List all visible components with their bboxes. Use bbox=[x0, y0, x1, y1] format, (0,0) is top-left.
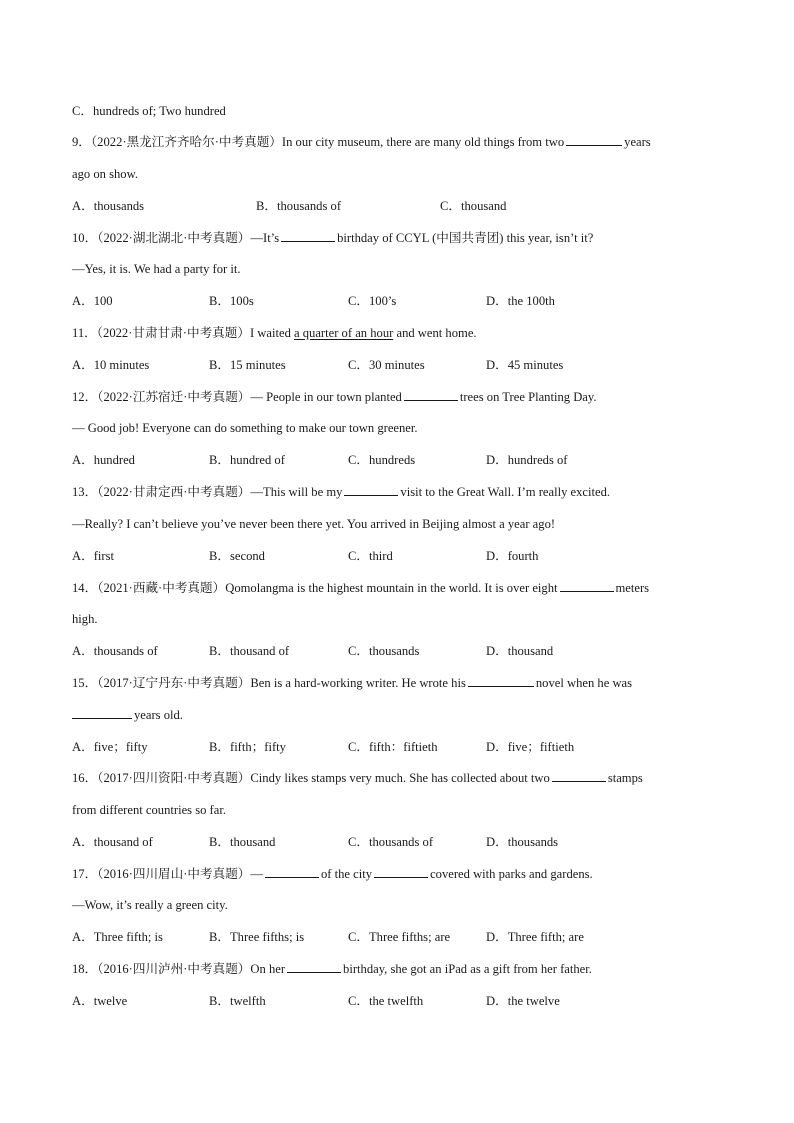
question-text: visit to the Great Wall. I’m really excited. bbox=[400, 485, 611, 499]
option-c: C．thousand bbox=[440, 199, 507, 213]
question-10 bbox=[72, 228, 593, 248]
option-c: C．30 minutes bbox=[348, 358, 425, 372]
option-d: D．45 minutes bbox=[486, 358, 564, 372]
question-number: 11． bbox=[72, 326, 97, 340]
question-text: —Yes, it is. We had a party for it. bbox=[72, 262, 241, 276]
question-text: and went home. bbox=[393, 326, 477, 340]
option-b: B．Three fifths; is bbox=[209, 930, 305, 944]
option-c: C．thousands bbox=[348, 644, 420, 658]
question-13 bbox=[72, 482, 610, 502]
question-text: I waited bbox=[249, 326, 295, 340]
question-source: （2016·四川眉山·中考真题） bbox=[97, 867, 251, 881]
question-12-line2 bbox=[72, 418, 418, 438]
option-b: B．100s bbox=[209, 294, 254, 308]
question-text: stamps bbox=[607, 771, 643, 785]
question-9-line2 bbox=[72, 164, 138, 184]
question-source: （2016·四川泸州·中考真题） bbox=[97, 962, 251, 976]
question-text: —This will be my bbox=[250, 485, 343, 499]
question-number: 18． bbox=[72, 962, 98, 976]
option-a: A．Three fifth; is bbox=[72, 930, 163, 944]
question-text: On her bbox=[250, 962, 286, 976]
question-source: （2022·黑龙江齐齐哈尔·中考真题） bbox=[90, 135, 282, 149]
option-a: A．100 bbox=[72, 294, 113, 308]
option-a: A．thousands of bbox=[72, 644, 158, 658]
question-source: （2022·甘肃甘肃·中考真题） bbox=[96, 326, 250, 340]
answer-blank bbox=[566, 132, 622, 146]
question-number: 10． bbox=[72, 231, 98, 245]
option-c: C．third bbox=[348, 549, 393, 563]
question-source: （2022·江苏宿迁·中考真题） bbox=[97, 390, 251, 404]
answer-blank bbox=[265, 864, 319, 878]
question-16-line2 bbox=[72, 800, 226, 820]
question-text: covered with parks and gardens. bbox=[430, 867, 593, 881]
question-14-line2 bbox=[72, 609, 98, 629]
question-text: years old. bbox=[134, 708, 183, 722]
option-b: B．thousands of bbox=[256, 199, 342, 213]
question-source: （2022·甘肃定西·中考真题） bbox=[97, 485, 251, 499]
question-text: trees on Tree Planting Day. bbox=[459, 390, 597, 404]
option-d: D．Three fifth; are bbox=[486, 930, 584, 944]
option-line-q8 bbox=[72, 101, 226, 121]
question-14 bbox=[72, 578, 649, 598]
option-d: D．thousands bbox=[486, 835, 559, 849]
question-number: 15． bbox=[72, 676, 98, 690]
question-source: （2017·辽宁丹东·中考真题） bbox=[97, 676, 251, 690]
question-16 bbox=[72, 768, 643, 788]
question-11 bbox=[72, 323, 477, 343]
option-c: C．the twelfth bbox=[348, 994, 424, 1008]
question-source: （2017·四川资阳·中考真题） bbox=[97, 771, 251, 785]
option-b: B．second bbox=[209, 549, 265, 563]
question-text: from different countries so far. bbox=[72, 803, 226, 817]
question-9 bbox=[72, 132, 651, 152]
option-a: A．10 minutes bbox=[72, 358, 150, 372]
question-number: 13． bbox=[72, 485, 98, 499]
option-b: B．hundred of bbox=[209, 453, 285, 467]
question-18 bbox=[72, 959, 592, 979]
option-d: D．the twelve bbox=[486, 994, 560, 1008]
answer-blank bbox=[404, 387, 458, 401]
question-10-line2 bbox=[72, 259, 241, 279]
question-number: 17． bbox=[72, 867, 98, 881]
option-c: C．hundreds bbox=[348, 453, 416, 467]
question-text: of the city bbox=[321, 867, 373, 881]
option-d: D．thousand bbox=[486, 644, 554, 658]
option-d: D．fourth bbox=[486, 549, 539, 563]
option-a: A．twelve bbox=[72, 994, 128, 1008]
option-a: A．thousand of bbox=[72, 835, 153, 849]
question-number: 12． bbox=[72, 390, 98, 404]
question-number: 14． bbox=[72, 581, 98, 595]
option-c: C．fifth：fiftieth bbox=[348, 740, 438, 754]
question-text: meters bbox=[615, 581, 650, 595]
question-text: — People in our town planted bbox=[250, 390, 402, 404]
question-source: （2021·西藏·中考真题） bbox=[97, 581, 226, 595]
question-text: — bbox=[250, 867, 263, 881]
answer-blank bbox=[552, 768, 606, 782]
option-b: B．15 minutes bbox=[209, 358, 286, 372]
answer-blank bbox=[287, 959, 341, 973]
answer-blank bbox=[344, 482, 398, 496]
option-b: B．thousand of bbox=[209, 644, 290, 658]
option-a: A．hundred bbox=[72, 453, 135, 467]
question-text: Qomolangma is the highest mountain in the world. It is over eight bbox=[225, 581, 558, 595]
answer-blank bbox=[72, 705, 132, 719]
question-text: Cindy likes stamps very much. She has collected about two bbox=[250, 771, 550, 785]
question-text: novel when he was bbox=[535, 676, 633, 690]
question-17-line2 bbox=[72, 895, 228, 915]
question-number: 16． bbox=[72, 771, 98, 785]
option-c: C．100’s bbox=[348, 294, 397, 308]
question-13-line2 bbox=[72, 514, 555, 534]
answer-blank bbox=[281, 228, 335, 242]
question-text: birthday of CCYL (中国共青团) this year, isn’t it? bbox=[337, 231, 594, 245]
option-c: C．Three fifths; are bbox=[348, 930, 451, 944]
underlined-phrase: a quarter of an hour bbox=[294, 326, 394, 340]
option-b: B．fifth；fifty bbox=[209, 740, 286, 754]
option-b: B．thousand bbox=[209, 835, 276, 849]
answer-blank bbox=[468, 673, 534, 687]
option-b: B．twelfth bbox=[209, 994, 266, 1008]
question-17 bbox=[72, 864, 593, 884]
question-15-line2 bbox=[72, 705, 183, 725]
question-text: birthday, she got an iPad as a gift from her father. bbox=[343, 962, 592, 976]
option-a: A．first bbox=[72, 549, 114, 563]
question-number: 9． bbox=[72, 135, 91, 149]
option-d: D．hundreds of bbox=[486, 453, 568, 467]
option-c: C．hundreds of; Two hundred bbox=[72, 104, 226, 118]
answer-blank bbox=[560, 578, 614, 592]
question-text: high. bbox=[72, 612, 98, 626]
option-c: C．thousands of bbox=[348, 835, 434, 849]
answer-blank bbox=[374, 864, 428, 878]
option-a: A．five；fifty bbox=[72, 740, 148, 754]
question-text: —It’s bbox=[250, 231, 280, 245]
question-text: —Wow, it’s really a green city. bbox=[72, 898, 228, 912]
question-text: — Good job! Everyone can do something to make our town greener. bbox=[72, 421, 418, 435]
question-text: years bbox=[624, 135, 651, 149]
question-text: In our city museum, there are many old things from two bbox=[281, 135, 565, 149]
question-source: （2022·湖北湖北·中考真题） bbox=[97, 231, 251, 245]
question-12 bbox=[72, 387, 597, 407]
option-a: A．thousands bbox=[72, 199, 145, 213]
question-text: ago on show. bbox=[72, 167, 138, 181]
question-text: Ben is a hard-working writer. He wrote his bbox=[250, 676, 466, 690]
option-d: D．the 100th bbox=[486, 294, 555, 308]
question-text: —Really? I can’t believe you’ve never been there yet. You arrived in Beijing almost a year ago! bbox=[72, 517, 556, 531]
question-15 bbox=[72, 673, 632, 693]
option-d: D．five；fiftieth bbox=[486, 740, 575, 754]
